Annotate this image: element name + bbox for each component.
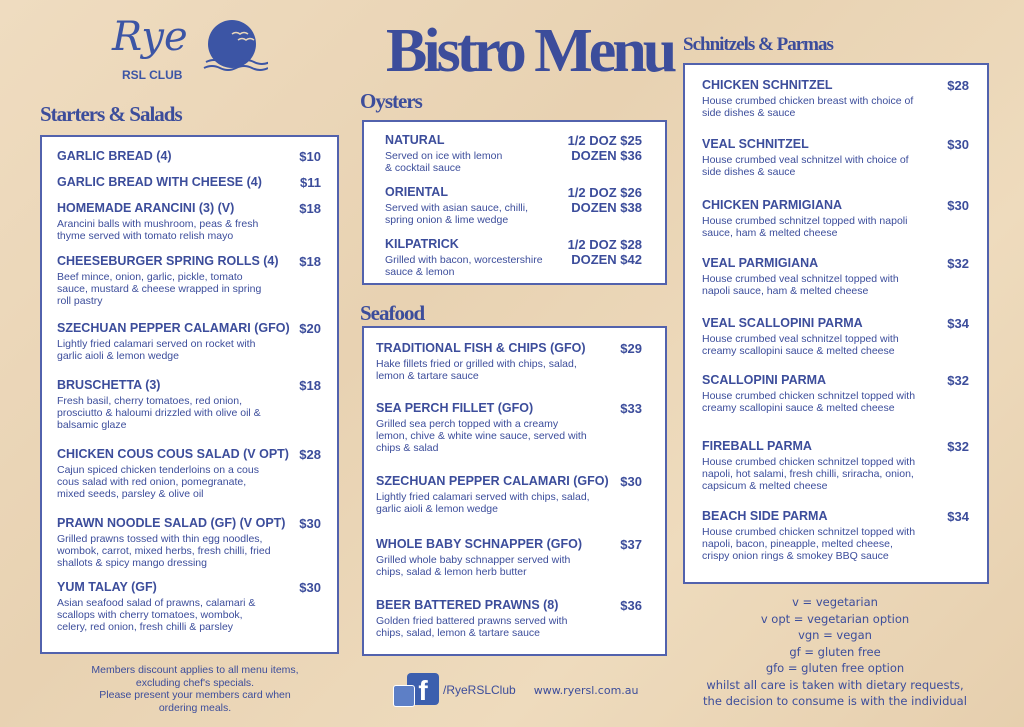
menu-item xyxy=(376,401,591,454)
legend-line: the decision to consume is with the individual xyxy=(703,694,967,708)
menu-item xyxy=(57,378,272,431)
item-description: House crumbed chicken schnitzel topped with creamy scallopini sauce & melted cheese xyxy=(702,390,916,414)
item-description: House crumbed chicken schnitzel topped with napoli, bacon, pineapple, melted cheese, crispy onion rings & smokey BBQ sauce xyxy=(702,526,916,562)
item-price: $30 xyxy=(620,474,642,489)
item-price: 1/2 DOZ $28 DOZEN $42 xyxy=(567,237,642,267)
seafood-section xyxy=(362,326,667,656)
starters-heading: Starters & Salads xyxy=(40,102,182,126)
menu-item xyxy=(702,316,917,357)
item-description: Arancini balls with mushroom, peas & fresh thyme served with tomato relish mayo xyxy=(57,218,259,242)
item-name: CHICKEN COUS COUS SALAD (V OPT) xyxy=(57,447,289,461)
item-name: SZECHUAN PEPPER CALAMARI (GFO) xyxy=(57,321,290,335)
item-description: Grilled whole baby schnapper served with chips, salad & lemon herb butter xyxy=(376,554,571,578)
menu-item xyxy=(376,537,591,578)
item-name: CHICKEN PARMIGIANA xyxy=(702,198,843,212)
item-name: WHOLE BABY SCHNAPPER (GFO) xyxy=(376,537,583,551)
item-description: House crumbed chicken schnitzel topped with napoli, hot salami, fresh chilli, sriracha, onion, capsicum & melted cheese xyxy=(702,456,916,492)
menu-item xyxy=(57,447,289,500)
menu-item xyxy=(385,133,545,174)
members-discount-note xyxy=(60,664,330,714)
menu-item xyxy=(376,474,609,515)
item-price: $11 xyxy=(300,175,321,190)
item-price: $29 xyxy=(620,341,642,356)
item-name: CHICKEN SCHNITZEL xyxy=(702,78,833,92)
item-description: Cajun spiced chicken tenderloins on a cous cous salad with red onion, pomegranate, mixed seeds, parsley & olive oil xyxy=(57,464,259,500)
legend-line: v = vegetarian xyxy=(792,595,878,609)
menu-item xyxy=(385,185,545,226)
item-price: $18 xyxy=(299,201,321,216)
item-name: CHEESEBURGER SPRING ROLLS (4) xyxy=(57,254,279,268)
item-name: GARLIC BREAD (4) xyxy=(57,149,172,163)
item-name: GARLIC BREAD WITH CHEESE (4) xyxy=(57,175,262,189)
item-price: $32 xyxy=(947,373,969,388)
item-price: $30 xyxy=(947,137,969,152)
item-price: $34 xyxy=(947,316,969,331)
item-price: $30 xyxy=(299,516,321,531)
item-price: $32 xyxy=(947,439,969,454)
item-name: VEAL PARMIGIANA xyxy=(702,256,819,270)
item-description: Served on ice with lemon & cocktail sauce xyxy=(385,150,503,174)
item-name: BEER BATTERED PRAWNS (8) xyxy=(376,598,559,612)
item-description: Grilled prawns tossed with thin egg noodles, wombok, carrot, mixed herbs, fresh chilli, fried shallots & spicy mango dressing xyxy=(57,533,271,569)
menu-item xyxy=(702,78,917,119)
item-description: Lightly fried calamari served with chips, salad, garlic aioli & lemon wedge xyxy=(376,491,590,515)
members-line: ordering meals. xyxy=(158,701,232,714)
menu-item xyxy=(57,201,272,242)
logo xyxy=(108,14,268,90)
schnitzels-heading: Schnitzels & Parmas xyxy=(683,34,833,55)
item-price: 1/2 DOZ $25 DOZEN $36 xyxy=(567,133,642,163)
item-name: KILPATRICK xyxy=(385,237,459,251)
starters-section xyxy=(40,135,339,654)
menu-item xyxy=(702,198,917,239)
item-name: NATURAL xyxy=(385,133,445,147)
item-description: Hake fillets fried or grilled with chips, salad, lemon & tartare sauce xyxy=(376,358,577,382)
item-name: FIREBALL PARMA xyxy=(702,439,812,453)
item-description: Grilled sea perch topped with a creamy lemon, chive & white wine sauce, served with chips & salad xyxy=(376,418,587,454)
members-line: Please present your members card when xyxy=(99,689,291,701)
menu-item xyxy=(702,439,917,492)
item-price: $32 xyxy=(947,256,969,271)
item-price: $34 xyxy=(947,509,969,524)
menu-item xyxy=(702,137,917,178)
item-description: Lightly fried calamari served on rocket with garlic aioli & lemon wedge xyxy=(57,338,256,362)
item-name: BRUSCHETTA (3) xyxy=(57,378,161,392)
website-link[interactable]: www.ryersl.com.au xyxy=(533,683,639,697)
item-name: VEAL SCHNITZEL xyxy=(702,137,809,151)
item-name: HOMEMADE ARANCINI (3) (V) xyxy=(57,201,235,215)
item-name: SZECHUAN PEPPER CALAMARI (GFO) xyxy=(376,474,609,488)
schnitzels-section xyxy=(683,63,989,584)
item-name: TRADITIONAL FISH & CHIPS (GFO) xyxy=(376,341,586,355)
oysters-section xyxy=(362,120,667,285)
menu-item xyxy=(376,341,591,382)
legend-line: gfo = gluten free option xyxy=(765,661,905,675)
menu-item xyxy=(57,516,285,569)
members-line: Members discount applies to all menu items, xyxy=(91,664,299,676)
menu-item xyxy=(57,580,272,633)
seafood-heading: Seafood xyxy=(360,301,425,325)
menu-item xyxy=(376,598,591,639)
item-price: $10 xyxy=(299,149,321,164)
legend-line: gf = gluten free xyxy=(789,644,881,659)
menu-item xyxy=(57,175,262,189)
oysters-heading: Oysters xyxy=(360,89,422,113)
item-price: $37 xyxy=(620,537,642,552)
item-description: Served with asian sauce, chilli, spring onion & lime wedge xyxy=(385,202,528,226)
legend-line: v opt = vegetarian option xyxy=(760,611,910,626)
logo-subtitle: RSL CLUB xyxy=(122,68,183,82)
legend-line: whilst all care is taken with dietary requests, xyxy=(706,677,964,692)
item-name: BEACH SIDE PARMA xyxy=(702,509,828,523)
item-description: House crumbed veal schnitzel with choice of side dishes & sauce xyxy=(702,154,909,178)
item-price: 1/2 DOZ $26 DOZEN $38 xyxy=(567,185,642,215)
item-price: $28 xyxy=(299,447,321,462)
item-name: SEA PERCH FILLET (GFO) xyxy=(376,401,534,415)
item-description: House crumbed veal schnitzel topped with napoli sauce, ham & melted cheese xyxy=(702,273,899,297)
dietary-legend xyxy=(690,594,980,710)
item-description: House crumbed veal schnitzel topped with creamy scallopini sauce & melted cheese xyxy=(702,333,899,357)
item-name: PRAWN NOODLE SALAD (GF) (V OPT) xyxy=(57,516,286,530)
menu-item xyxy=(702,373,917,414)
menu-item xyxy=(57,149,172,163)
item-description: Grilled with bacon, worcestershire sauce & lemon xyxy=(385,254,543,278)
facebook-handle[interactable]: /RyeRSLClub xyxy=(443,683,516,697)
item-description: Beef mince, onion, garlic, pickle, tomato sauce, mustard & cheese wrapped in spring roll pastry xyxy=(57,271,262,307)
menu-item xyxy=(57,321,290,362)
members-line: excluding chef's specials. xyxy=(135,676,255,689)
item-name: ORIENTAL xyxy=(385,185,448,199)
item-price: $30 xyxy=(299,580,321,595)
item-name: SCALLOPINI PARMA xyxy=(702,373,827,387)
item-description: Fresh basil, cherry tomatoes, red onion, prosciutto & haloumi drizzled with olive oil & balsamic glaze xyxy=(57,395,261,431)
item-price: $33 xyxy=(620,401,642,416)
item-name: YUM TALAY (GF) xyxy=(57,580,157,594)
footer-social xyxy=(393,672,639,708)
page-title: Bistro Menu xyxy=(386,17,674,85)
item-description: Golden fried battered prawns served with chips, salad, lemon & tartare sauce xyxy=(376,615,568,639)
item-description: House crumbed schnitzel topped with napoli sauce, ham & melted cheese xyxy=(702,215,908,239)
item-price: $18 xyxy=(299,254,321,269)
item-description: House crumbed chicken breast with choice of side dishes & sauce xyxy=(702,95,914,119)
logo-name: Rye xyxy=(112,14,188,60)
legend-line: vgn = vegan xyxy=(798,628,872,642)
item-name: VEAL SCALLOPINI PARMA xyxy=(702,316,863,330)
menu-item xyxy=(702,256,917,297)
menu-item xyxy=(702,509,917,562)
item-description: Asian seafood salad of prawns, calamari & scallops with cherry tomatoes, wombok, celery, red onion, fresh chilli & parsley xyxy=(57,597,256,633)
item-price: $28 xyxy=(947,78,969,93)
item-price: $20 xyxy=(299,321,321,336)
menu-item xyxy=(57,254,279,307)
facebook-like-icon: f xyxy=(393,673,439,707)
item-price: $36 xyxy=(620,598,642,613)
item-price: $30 xyxy=(947,198,969,213)
menu-item xyxy=(385,237,545,278)
item-price: $18 xyxy=(299,378,321,393)
